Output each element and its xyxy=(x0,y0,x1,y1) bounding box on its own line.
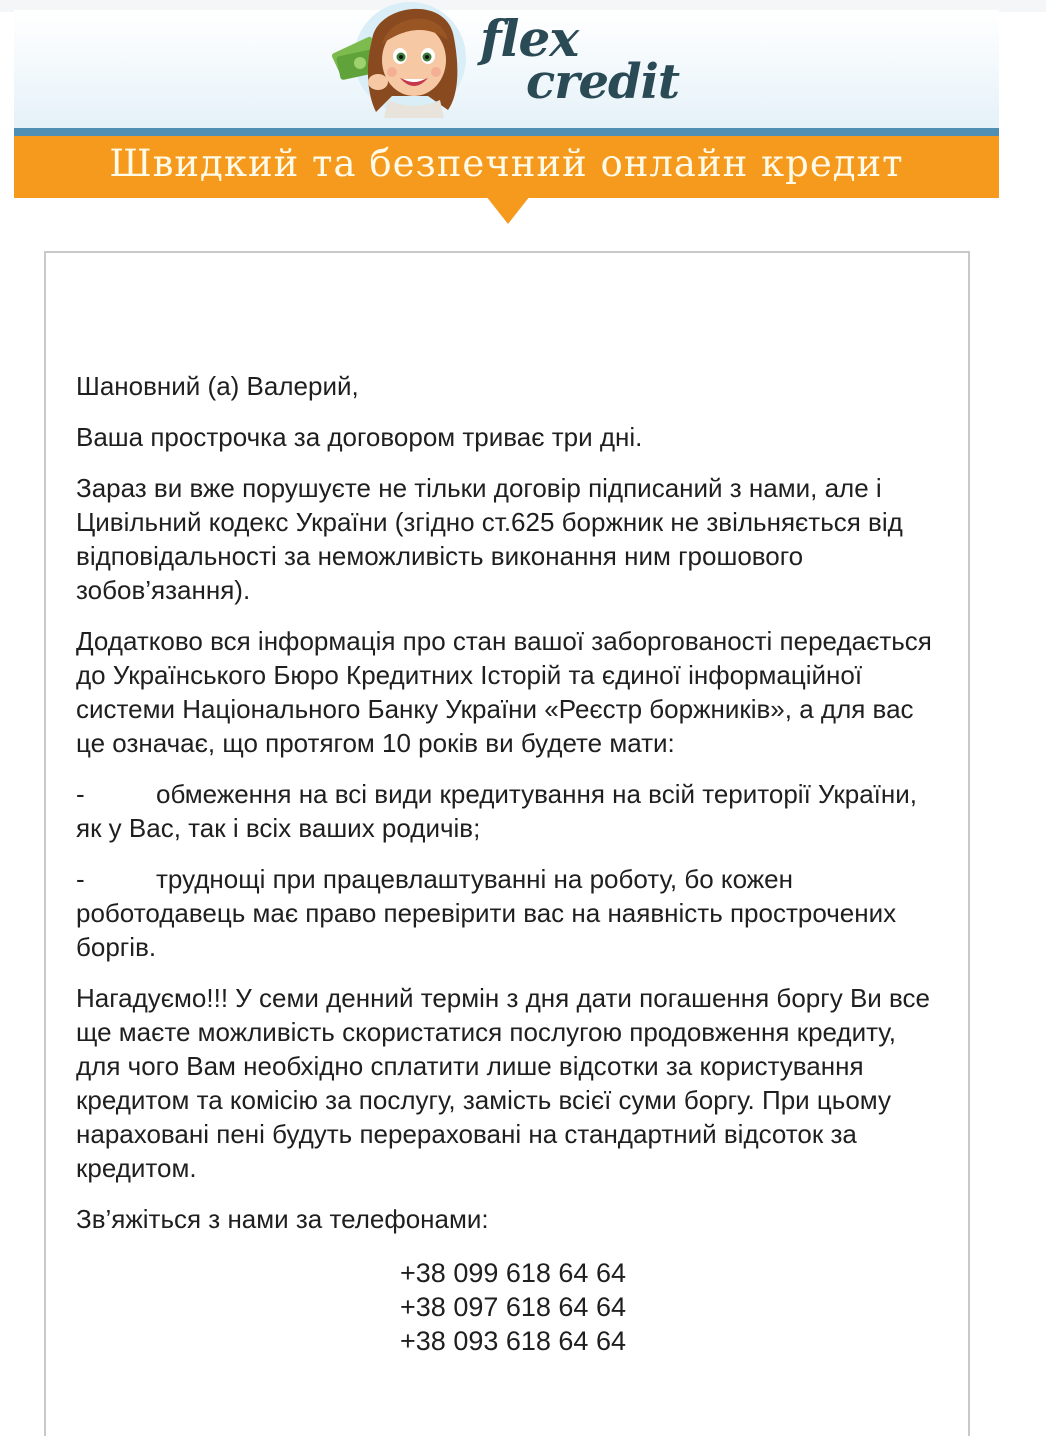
consequence-item xyxy=(76,777,944,845)
flex-credit-logo xyxy=(332,0,712,118)
letter-body xyxy=(76,369,944,1358)
phone-list xyxy=(76,1256,944,1358)
phone-number[interactable]: +38 099 618 64 64 xyxy=(400,1258,626,1288)
consequence-item xyxy=(76,862,944,964)
contact-label: Зв’яжіться з нами за телефонами: xyxy=(76,1204,489,1234)
logo-text-flex: flex xyxy=(480,9,579,68)
greeting: Шановний (а) Валерий, xyxy=(76,371,359,401)
logo-wordmark xyxy=(476,9,716,116)
consequence-text: труднощі при працевлаштуванні на роботу, бо кожен роботодавець має право перевірити вас на наявність прострочених боргів. xyxy=(76,864,897,962)
overdue-notice: Ваша прострочка за договором триває три дні. xyxy=(76,422,643,452)
consequence-text: обмеження на всі види кредитування на всій території України, як у Вас, так і всіх ваших родичів; xyxy=(76,779,918,843)
tagline-banner xyxy=(14,136,999,198)
banner-arrow-icon xyxy=(486,196,530,224)
letter-card xyxy=(44,251,970,1436)
bullet-dash: - xyxy=(76,779,85,809)
phone-number[interactable]: +38 097 618 64 64 xyxy=(400,1292,626,1322)
civil-code-paragraph: Зараз ви вже порушуєте не тільки договір підписаний з нами, але і Цивільний кодекс України (згідно ст.625 боржник не звільняється від відповідальності за неможливість виконання ним грошового зобов’язання). xyxy=(76,473,903,605)
header-divider xyxy=(14,128,999,136)
logo-text-credit: credit xyxy=(526,54,680,110)
tagline-text: Швидкий та безпечний онлайн кредит xyxy=(109,142,904,185)
logo-mascot-icon xyxy=(332,0,482,118)
phone-number[interactable]: +38 093 618 64 64 xyxy=(400,1326,626,1356)
reminder-paragraph: Нагадуємо!!! У семи денний термін з дня дати погашення боргу Ви все ще маєте можливість скористатися послугою продовження кредиту, для чого Вам необхідно сплатити лише відсотки за користування кредитом та комісію за послугу, замість всієї суми боргу. При цьому нараховані пені будуть перераховані на стандартний відсоток за кредитом. xyxy=(76,983,931,1183)
credit-bureau-paragraph: Додатково вся інформація про стан вашої заборгованості передається до Українського Бюро Кредитних Історій та єдиної інформаційної системи Національного Банку України «Реєстр боржників», а для вас це означає, що протягом 10 років ви будете мати: xyxy=(76,626,932,758)
bullet-dash: - xyxy=(76,864,85,894)
